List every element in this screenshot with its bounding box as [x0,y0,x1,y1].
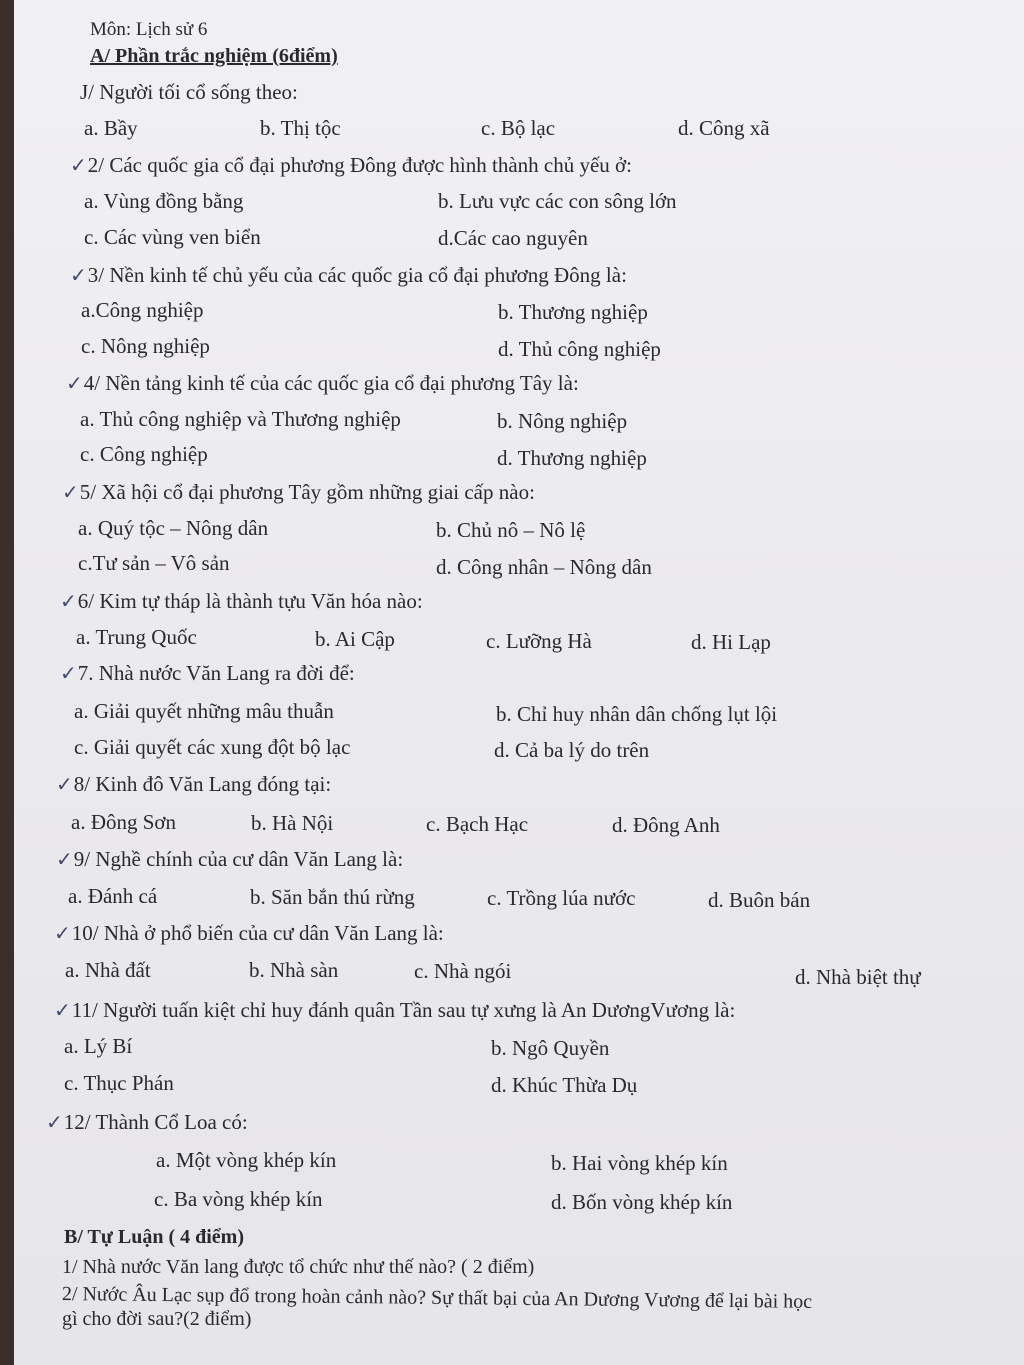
q5-option-b: b. Chủ nô – Nô lệ [436,518,586,542]
subject-line: Môn: Lịch sử 6 [90,19,208,40]
q4-option-a: a. Thủ công nghiệp và Thương nghiệp [80,407,401,431]
q12-option-c: c. Ba vòng khép kín [154,1187,323,1211]
q9-option-b: b. Săn bắn thú rừng [250,885,415,909]
check-mark-icon: ✓ [60,661,77,685]
q4-option-b: b. Nông nghiệp [497,409,628,433]
question-1: J/ Người tối cổ sống theo: [80,80,298,104]
check-mark-icon: ✓ [66,371,83,395]
question-9: ✓9/ Nghề chính của cư dân Văn Lang là: [56,847,404,871]
q2-option-b: b. Lưu vực các con sông lớn [438,189,677,213]
question-12: ✓12/ Thành Cổ Loa có: [46,1110,248,1134]
q12-option-a: a. Một vòng khép kín [156,1148,337,1172]
question-6: ✓6/ Kim tự tháp là thành tựu Văn hóa nào: [60,589,423,613]
q1-option-d: d. Công xã [678,116,770,140]
q6-option-b: b. Ai Cập [315,627,395,651]
q9-option-c: c. Trồng lúa nước [487,886,636,910]
q10-option-c: c. Nhà ngói [414,959,512,983]
q5-option-d: d. Công nhân – Nông dân [436,555,652,579]
essay-question-1: 1/ Nhà nước Văn lang được tổ chức như thế nào? ( 2 điểm) [62,1256,535,1278]
check-mark-icon: ✓ [70,263,87,287]
check-mark-icon: ✓ [54,998,71,1022]
check-mark-icon: ✓ [62,480,79,504]
check-mark-icon: ✓ [56,772,73,796]
check-mark-icon: ✓ [46,1110,63,1134]
part-a-title: A/ Phần trắc nghiệm (6điểm) [90,45,338,67]
q4-option-c: c. Công nghiệp [80,442,208,466]
q5-option-c: c.Tư sản – Vô sản [78,551,230,575]
essay-question-2: 2/ Nước Âu Lạc sụp đổ trong hoàn cảnh nào? Sự thất bại của An Dương Vương để lại bài học [61,1283,813,1313]
check-mark-icon: ✓ [54,921,71,945]
q1-option-c: c. Bộ lạc [481,116,556,140]
q9-option-d: d. Buôn bán [708,888,811,912]
question-5: ✓5/ Xã hội cổ đại phương Tây gồm những giai cấp nào: [62,480,535,504]
q3-option-c: c. Nông nghiệp [81,334,210,358]
part-b-title: B/ Tự Luận ( 4 điểm) [64,1226,244,1248]
q6-option-a: a. Trung Quốc [76,625,197,649]
question-10: ✓10/ Nhà ở phổ biến của cư dân Văn Lang là: [54,921,444,945]
q1-option-a: a. Bầy [84,116,138,140]
q11-option-a: a. Lý Bí [64,1034,133,1058]
q4-option-d: d. Thương nghiệp [497,446,647,470]
q2-option-a: a. Vùng đồng bằng [84,189,244,213]
essay-question-2-continued: gì cho đời sau?(2 điểm) [62,1308,252,1330]
exam-paper [14,0,1024,1365]
q7-option-c: c. Giải quyết các xung đột bộ lạc [74,735,351,759]
q7-option-b: b. Chỉ huy nhân dân chống lụt lội [496,702,778,726]
check-mark-icon: ✓ [60,589,77,613]
question-3: ✓3/ Nền kinh tế chủ yếu của các quốc gia cổ đại phương Đông là: [70,263,627,287]
q2-option-c: c. Các vùng ven biển [84,225,261,249]
q11-option-c: c. Thục Phán [64,1071,174,1095]
q7-option-a: a. Giải quyết những mâu thuẫn [74,699,334,723]
check-mark-icon: ✓ [56,847,73,871]
q3-option-b: b. Thương nghiệp [498,300,648,324]
question-8: ✓8/ Kinh đô Văn Lang đóng tại: [56,772,332,796]
q8-option-c: c. Bạch Hạc [426,812,529,836]
question-7: ✓7. Nhà nước Văn Lang ra đời để: [60,661,355,685]
q7-option-d: d. Cả ba lý do trên [494,738,650,762]
q10-option-d: d. Nhà biệt thự [795,965,921,989]
q10-option-a: a. Nhà đất [65,958,151,982]
q6-option-d: d. Hi Lạp [691,630,771,654]
q8-option-d: d. Đông Anh [612,813,720,837]
q10-option-b: b. Nhà sàn [249,958,339,982]
check-mark-icon: ✓ [70,153,87,177]
q12-option-b: b. Hai vòng khép kín [551,1151,728,1175]
q3-option-a: a.Công nghiệp [81,298,204,322]
question-4: ✓4/ Nền tảng kinh tế của các quốc gia cổ đại phương Tây là: [66,371,579,395]
q8-option-b: b. Hà Nội [251,811,334,835]
q8-option-a: a. Đông Sơn [71,810,177,834]
question-11: ✓11/ Người tuấn kiệt chỉ huy đánh quân Tần sau tự xưng là An DươngVương là: [54,998,736,1022]
q3-option-d: d. Thủ công nghiệp [498,337,661,361]
q2-option-d: d.Các cao nguyên [438,226,588,250]
q9-option-a: a. Đánh cá [68,884,158,908]
q11-option-d: d. Khúc Thừa Dụ [491,1073,638,1097]
question-2: ✓2/ Các quốc gia cổ đại phương Đông được hình thành chủ yếu ở: [70,153,632,177]
q1-option-b: b. Thị tộc [260,116,341,140]
q5-option-a: a. Quý tộc – Nông dân [78,516,269,540]
q6-option-c: c. Lưỡng Hà [486,629,592,653]
q12-option-d: d. Bốn vòng khép kín [551,1190,733,1214]
q11-option-b: b. Ngô Quyền [491,1036,610,1060]
